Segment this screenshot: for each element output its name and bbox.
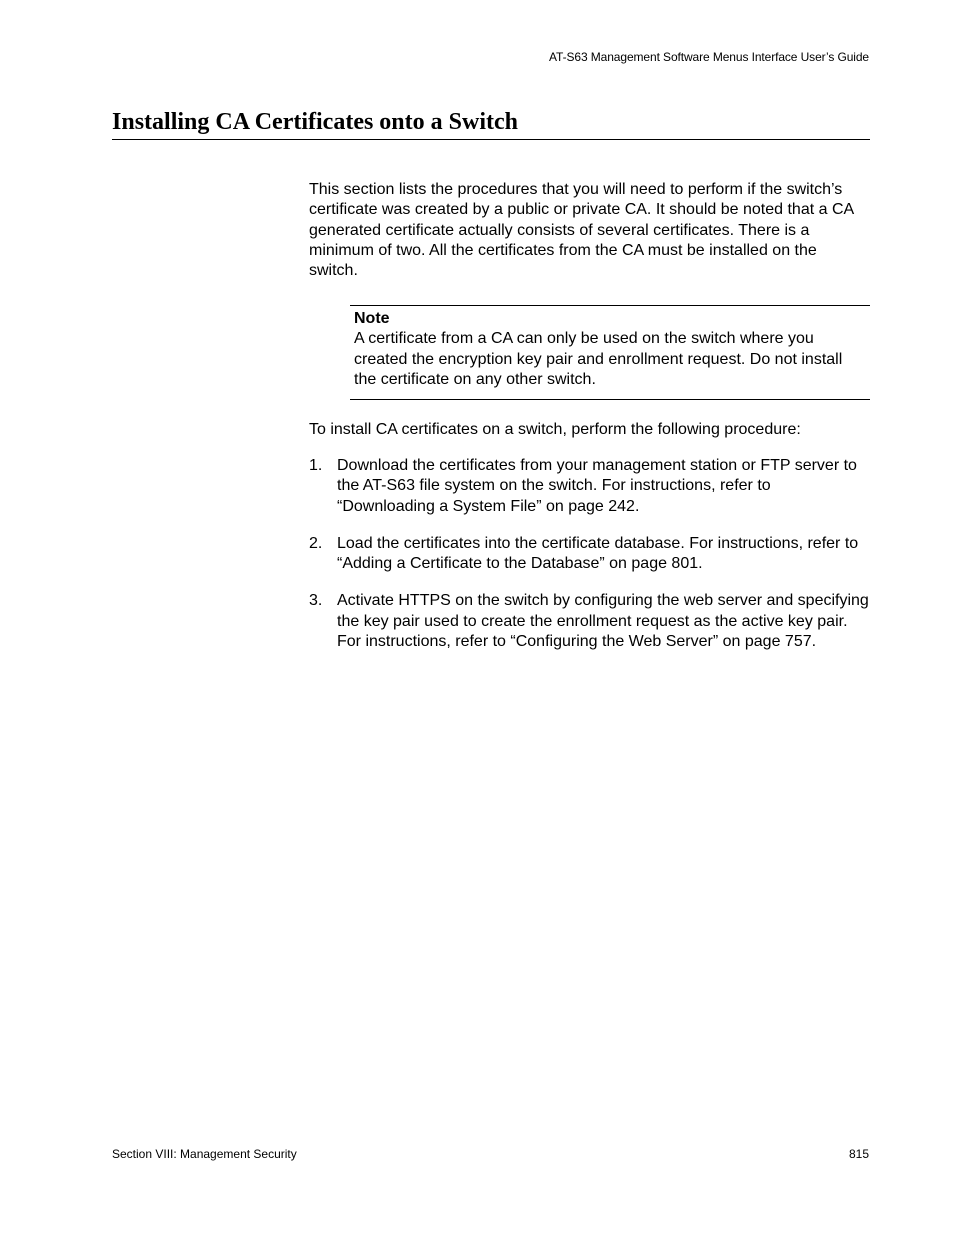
intro-paragraph: This section lists the procedures that you will need to perform if the switch’s certificate was created by a public or private CA. It should be noted that a CA generated certificate actually consists of several certificates. There is a minimum of two. All the certificates from the CA must be installed on the switch. — [309, 181, 854, 280]
step-text: Load the certificates into the certificate database. For instructions, refer to “Adding a Certificate to the Database” on page 801. — [337, 534, 859, 573]
procedure-lead-in: To install CA certificates on a switch, perform the following procedure: — [309, 421, 801, 438]
note-box — [350, 305, 870, 400]
step-number: 1. — [309, 457, 323, 474]
note-heading: Note — [354, 310, 390, 327]
step-number: 3. — [309, 592, 323, 610]
footer-page-number: 815 — [848, 1147, 869, 1161]
step-number: 2. — [309, 534, 323, 552]
procedure-step — [309, 456, 870, 517]
page-title: Installing CA Certificates onto a Switch — [112, 106, 870, 140]
step-text: Download the certificates from your management station or FTP server to the AT-S63 file system on the switch. For instructions, refer to “Downloading a System File” on page 242. — [337, 457, 857, 515]
procedure-steps — [309, 456, 870, 669]
procedure-step — [309, 591, 870, 652]
step-text: Activate HTTPS on the switch by configuring the web server and specifying the key pair used to create the enrollment request as the active key pair. For instructions, refer to “Configuring the Web Server” on page 757. — [337, 592, 869, 651]
note-text: A certificate from a CA can only be used on the switch where you created the encryption key pair and enrollment request. Do not install the certificate on any other switch. — [354, 330, 843, 388]
running-header: AT-S63 Management Software Menus Interface User’s Guide — [549, 50, 869, 64]
footer-section-label: Section VIII: Management Security — [112, 1147, 297, 1161]
procedure-step — [309, 534, 870, 575]
